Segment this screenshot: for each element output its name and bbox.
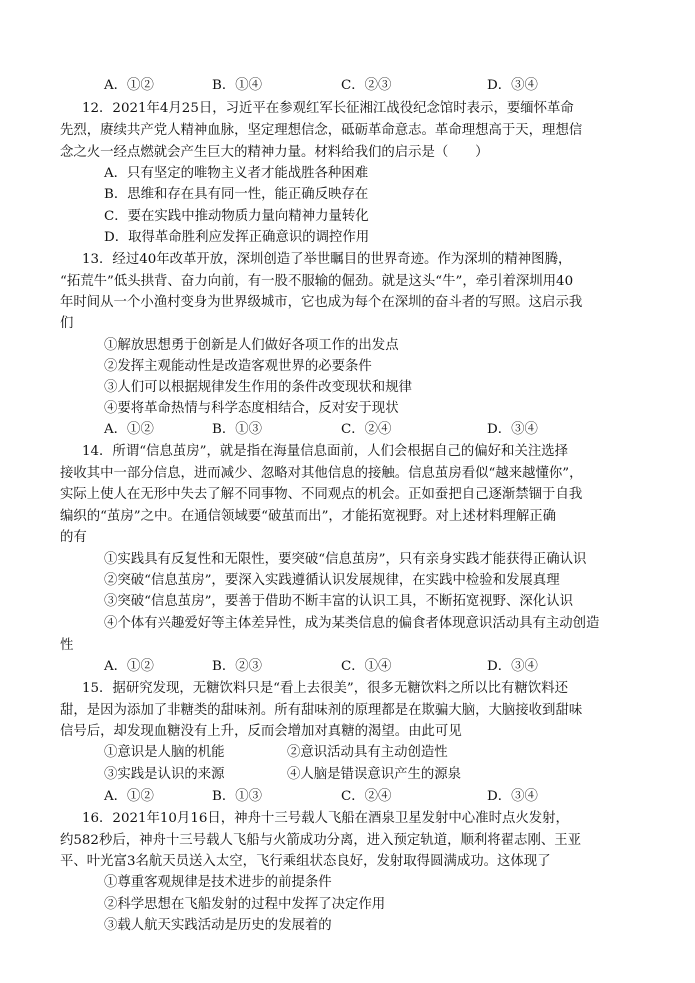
q14-item-2: ②突破“信息茧房”，要深入实践遵循认识发展规律，在实践中检验和发展真理: [104, 573, 560, 588]
q16-stem-line: 平、叶光富3名航天员送入太空，飞行乘组状态良好，发射取得圆满成功。这体现了: [60, 854, 551, 869]
q12-choice-c: C．要在实践中推动物质力量向精神力量转化: [104, 209, 369, 224]
q15-option-c: C．②④: [341, 789, 392, 804]
q13-item-4: ④要将革命热情与科学态度相结合，反对安于现状: [104, 401, 399, 416]
q16-item-1: ①尊重客观规律是技术进步的前提条件: [104, 875, 332, 890]
q15-item-3: ③实践是认识的来源: [104, 767, 225, 782]
q13-option-b: B．①③: [212, 422, 263, 437]
q13-option-a: A．①②: [104, 422, 154, 437]
q14-item-1: ①实践具有反复性和无限性，要突破“信息茧房”，只有亲身实践才能获得正确认识: [104, 552, 587, 567]
q14-option-d: D．③④: [487, 659, 538, 674]
q16-item-2: ②科学思想在飞船发射的过程中发挥了决定作用: [104, 897, 386, 912]
q12-stem-line: 12．2021年4月25日，习近平在参观红军长征湘江战役纪念馆时表示，要缅怀革命: [82, 101, 574, 116]
q14-stem-line: 实际上使人在无形中失去了解不同事物、不同观点的机会。正如蚕把自己逐渐禁锢于自我: [60, 487, 583, 502]
q11-option-a: A．①②: [104, 78, 154, 93]
q14-stem-line: 编织的“茧房”之中。在通信领域要“破茧而出”，才能拓宽视野。对上述材料理解正确: [60, 509, 557, 524]
q15-item-1: ①意识是人脑的机能: [104, 745, 225, 760]
q14-option-a: A．①②: [104, 659, 154, 674]
q13-item-2: ②发挥主观能动性是改造客观世界的必要条件: [104, 359, 372, 374]
q12-stem-line: 念之火一经点燃就会产生巨大的精神力量。材料给我们的启示是（ ）: [60, 145, 489, 160]
q15-option-d: D．③④: [487, 789, 538, 804]
q14-option-c: C．①④: [341, 659, 392, 674]
q15-stem-line: 信号后，却发现血糖没有上升，反而会增加对真糖的渴望。由此可见: [60, 724, 462, 739]
q12-choice-d: D．取得革命胜利应发挥正确意识的调控作用: [104, 230, 370, 245]
q15-item-4: ④人脑是错误意识产生的源泉: [287, 767, 462, 782]
q11-option-b: B．①④: [212, 78, 263, 93]
q13-stem-line: 年时间从一个小渔村变身为世界级城市，它也成为每个在深圳的奋斗者的写照。这启示我: [60, 295, 583, 310]
q13-stem-line: 13．经过40年改革开放，深圳创造了举世瞩目的世界奇迹。作为深圳的精神图腾，: [82, 252, 572, 267]
q13-item-1: ①解放思想勇于创新是人们做好各项工作的出发点: [104, 338, 399, 353]
q11-option-c: C．②③: [341, 78, 392, 93]
q13-stem-line: “拓荒牛”低头拱背、奋力向前，有一股不服输的倔劲。就是这头“牛”，牵引着深圳用40: [60, 274, 574, 289]
q15-stem-line: 甜，是因为添加了非糖类的甜味剂。所有甜味剂的原理都是在欺骗大脑，大脑接收到甜味: [60, 703, 583, 718]
q15-stem-line: 15．据研究发现，无糖饮料只是“看上去很美”，很多无糖饮料之所以比有糖饮料还: [82, 681, 569, 696]
q13-option-c: C．②④: [341, 422, 392, 437]
q15-item-2: ②意识活动具有主动创造性: [287, 745, 448, 760]
q12-stem-line: 先烈，赓续共产党人精神血脉，坚定理想信念，砥砺革命意志。革命理想高于天，理想信: [60, 123, 583, 138]
q13-item-3: ③人们可以根据规律发生作用的条件改变现状和规律: [104, 380, 412, 395]
q16-item-3: ③载人航天实践活动是历史的发展着的: [104, 918, 332, 933]
q14-item-4: ④个体有兴趣爱好等主体差异性，成为某类信息的偏食者体现意识活动具有主动创造: [104, 616, 600, 631]
q15-option-b: B．①③: [212, 789, 263, 804]
q13-stem-line: 们: [60, 316, 74, 331]
q14-item-4-cont: 性: [60, 638, 74, 653]
q13-option-d: D．③④: [487, 422, 538, 437]
q16-stem-line: 约582秒后，神舟十三号载人飞船与火箭成功分离，进入预定轨道，顺利将翟志刚、王亚: [60, 833, 582, 848]
q14-stem-line: 14．所谓“信息茧房”，就是指在海量信息面前，人们会根据自己的偏好和关注选择: [82, 444, 569, 459]
q11-option-d: D．③④: [487, 78, 538, 93]
q15-option-a: A．①②: [104, 789, 154, 804]
q14-item-3: ③突破“信息茧房”，要善于借助不断丰富的认识工具，不断拓宽视野、深化认识: [104, 594, 573, 609]
q12-choice-a: A．只有坚定的唯物主义者才能战胜各种困难: [104, 166, 369, 181]
q12-choice-b: B．思维和存在具有同一性，能正确反映存在: [104, 187, 369, 202]
q16-stem-line: 16．2021年10月16日，神舟十三号载人飞船在酒泉卫星发射中心准时点火发射，: [82, 811, 569, 826]
q14-stem-line: 接收其中一部分信息，进而减少、忽略对其他信息的接触。信息茧房看似“越来越懂你”，: [60, 466, 583, 481]
q14-stem-line: 的有: [60, 530, 87, 545]
q14-option-b: B．②③: [212, 659, 263, 674]
